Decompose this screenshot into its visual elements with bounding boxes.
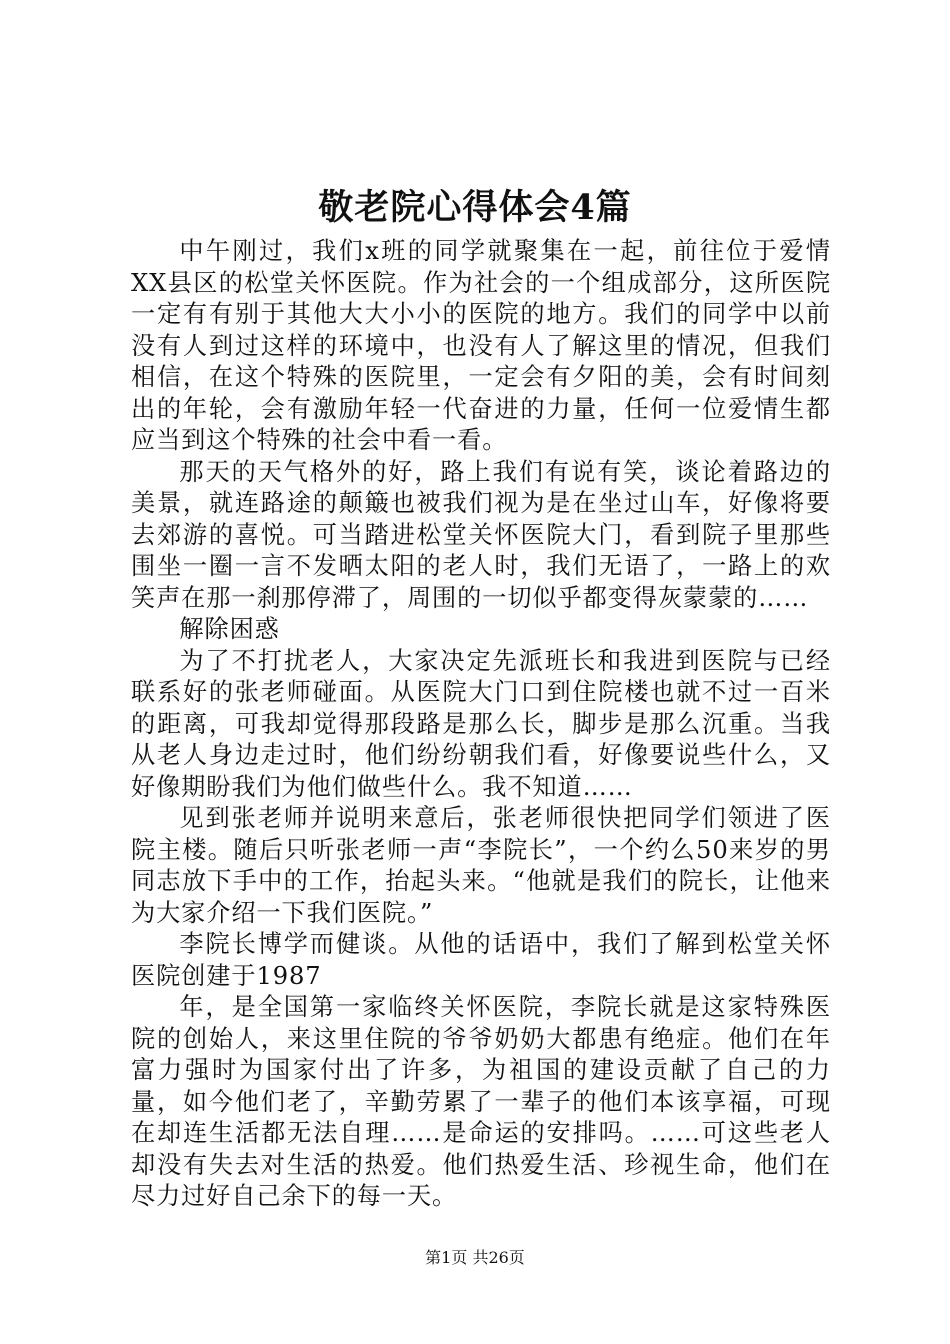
- paragraph: 李院长博学而健谈。从他的话语中，我们了解到松堂关怀医院创建于1987: [131, 930, 831, 990]
- paragraph: 那天的天气格外的好，路上我们有说有笑，谈论着路边的美景，就连路途的颠簸也被我们视为是在坐过山车，好像将要去郊游的喜悦。可当踏进松堂关怀医院大门，看到院子里那些围坐一圈一言不发晒太阳的老人时，我们无语了，一路上的欢笑声在那一刹那停滞了，周围的一切似乎都变得灰蒙蒙的……: [131, 457, 831, 612]
- section-heading: 解除困惑: [179, 615, 280, 643]
- page-footer: 第1页 共26页: [425, 1248, 525, 1267]
- paragraph: 中午刚过，我们x班的同学就聚集在一起，前往位于爱情XX县区的松堂关怀医院。作为社会的一个组成部分，这所医院一定有有别于其他大大小小的医院的地方。我们的同学中以前没有人到过这样的环境中，也没有人了解这里的情况，但我们相信，在这个特殊的医院里，一定会有夕阳的美，会有时间刻出的年轮，会有激励年轻一代奋进的力量，任何一位爱情生都应当到这个特殊的社会中看一看。: [131, 237, 831, 454]
- document-body: [131, 236, 831, 1213]
- paragraph: 年，是全国第一家临终关怀医院，李院长就是这家特殊医院的创始人，来这里住院的爷爷奶奶大都患有绝症。他们在年富力强时为国家付出了许多，为祖国的建设贡献了自己的力量，如今他们老了，辛勤劳累了一辈子的他们本该享福，可现在却连生活都无法自理……是命运的安排吗。……可这些老人却没有失去对生活的热爱。他们热爱生活、珍视生命，他们在尽力过好自己余下的每一天。: [131, 993, 831, 1210]
- document-title: 敬老院心得体会4篇: [318, 187, 632, 228]
- paragraph: 为了不打扰老人，大家决定先派班长和我进到医院与已经联系好的张老师碰面。从医院大门口到住院楼也就不过一百米的距离，可我却觉得那段路是那么长，脚步是那么沉重。当我从老人身边走过时，他们纷纷朝我们看，好像要说些什么，又好像期盼我们为他们做些什么。我不知道……: [131, 646, 831, 801]
- paragraph: 见到张老师并说明来意后，张老师很快把同学们领进了医院主楼。随后只听张老师一声“李院长”，一个约么50来岁的男同志放下手中的工作，抬起头来。“他就是我们的院长，让他来为大家介绍一下我们医院。”: [131, 804, 831, 927]
